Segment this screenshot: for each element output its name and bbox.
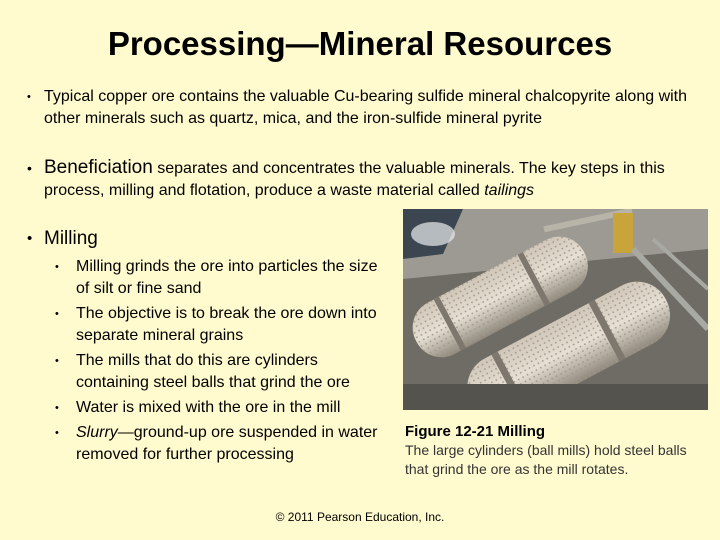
bullet-dot: • [27,230,33,247]
sub-bullet-dot: • [55,308,59,320]
sub-bullet-dot: • [55,427,59,439]
subpoint-text [71,422,385,466]
slide-title: Processing—Mineral Resources [107,25,613,62]
subpoint-text: Water is mixed with the ore in the mill [76,399,341,416]
beneficiation-term: Beneficiation [44,157,153,178]
figure-label: Figure 12-21 Milling [405,423,546,440]
milling-subpoint [55,397,385,419]
tailings-term: tailings [484,182,535,199]
bullet-text: Typical copper ore contains the valuable Cu-bearing sulfide mineral chalcopyrite along with other minerals such as quartz, mica, and the iron-sulfide mineral pyrite [44,88,688,127]
bullet-text [44,157,697,202]
beneficiation-description: separates and concentrates the valuable minerals. The key steps in this process, milling and flotation, produce a waste material called [44,160,665,199]
subpoint-text: Milling grinds the ore into particles the size of silt or fine sand [76,258,378,297]
figure-description: The large cylinders (ball mills) hold steel balls that grind the ore as the mill rotates. [405,442,687,477]
subpoint-text: The objective is to break the ore down into separate mineral grains [76,305,377,344]
milling-subpoint [55,422,385,466]
subpoint-text: The mills that do this are cylinders containing steel balls that grind the ore [76,352,350,391]
figure-caption [405,422,705,479]
bullet-milling [27,228,98,250]
bullet-beneficiation [27,157,697,202]
milling-subpoint [55,256,385,300]
sub-bullet-dot: • [55,261,59,273]
milling-subpoint [55,350,385,394]
bullet-text: Milling [44,228,98,249]
sub-bullet-dot: • [55,355,59,367]
milling-subpoint [55,303,385,347]
bullet-dot: • [27,91,31,103]
bullet-copper-ore [27,86,697,130]
ball-mill-illustration [403,209,708,410]
slurry-definition: —ground-up ore suspended in water removed for further processing [76,424,378,463]
copyright-footer: © 2011 Pearson Education, Inc. [275,510,445,524]
milling-subpoints [55,256,385,469]
sub-bullet-dot: • [55,402,59,414]
bullet-dot: • [27,160,32,176]
slurry-term: Slurry [76,424,118,441]
ball-mill-photo [403,209,708,410]
